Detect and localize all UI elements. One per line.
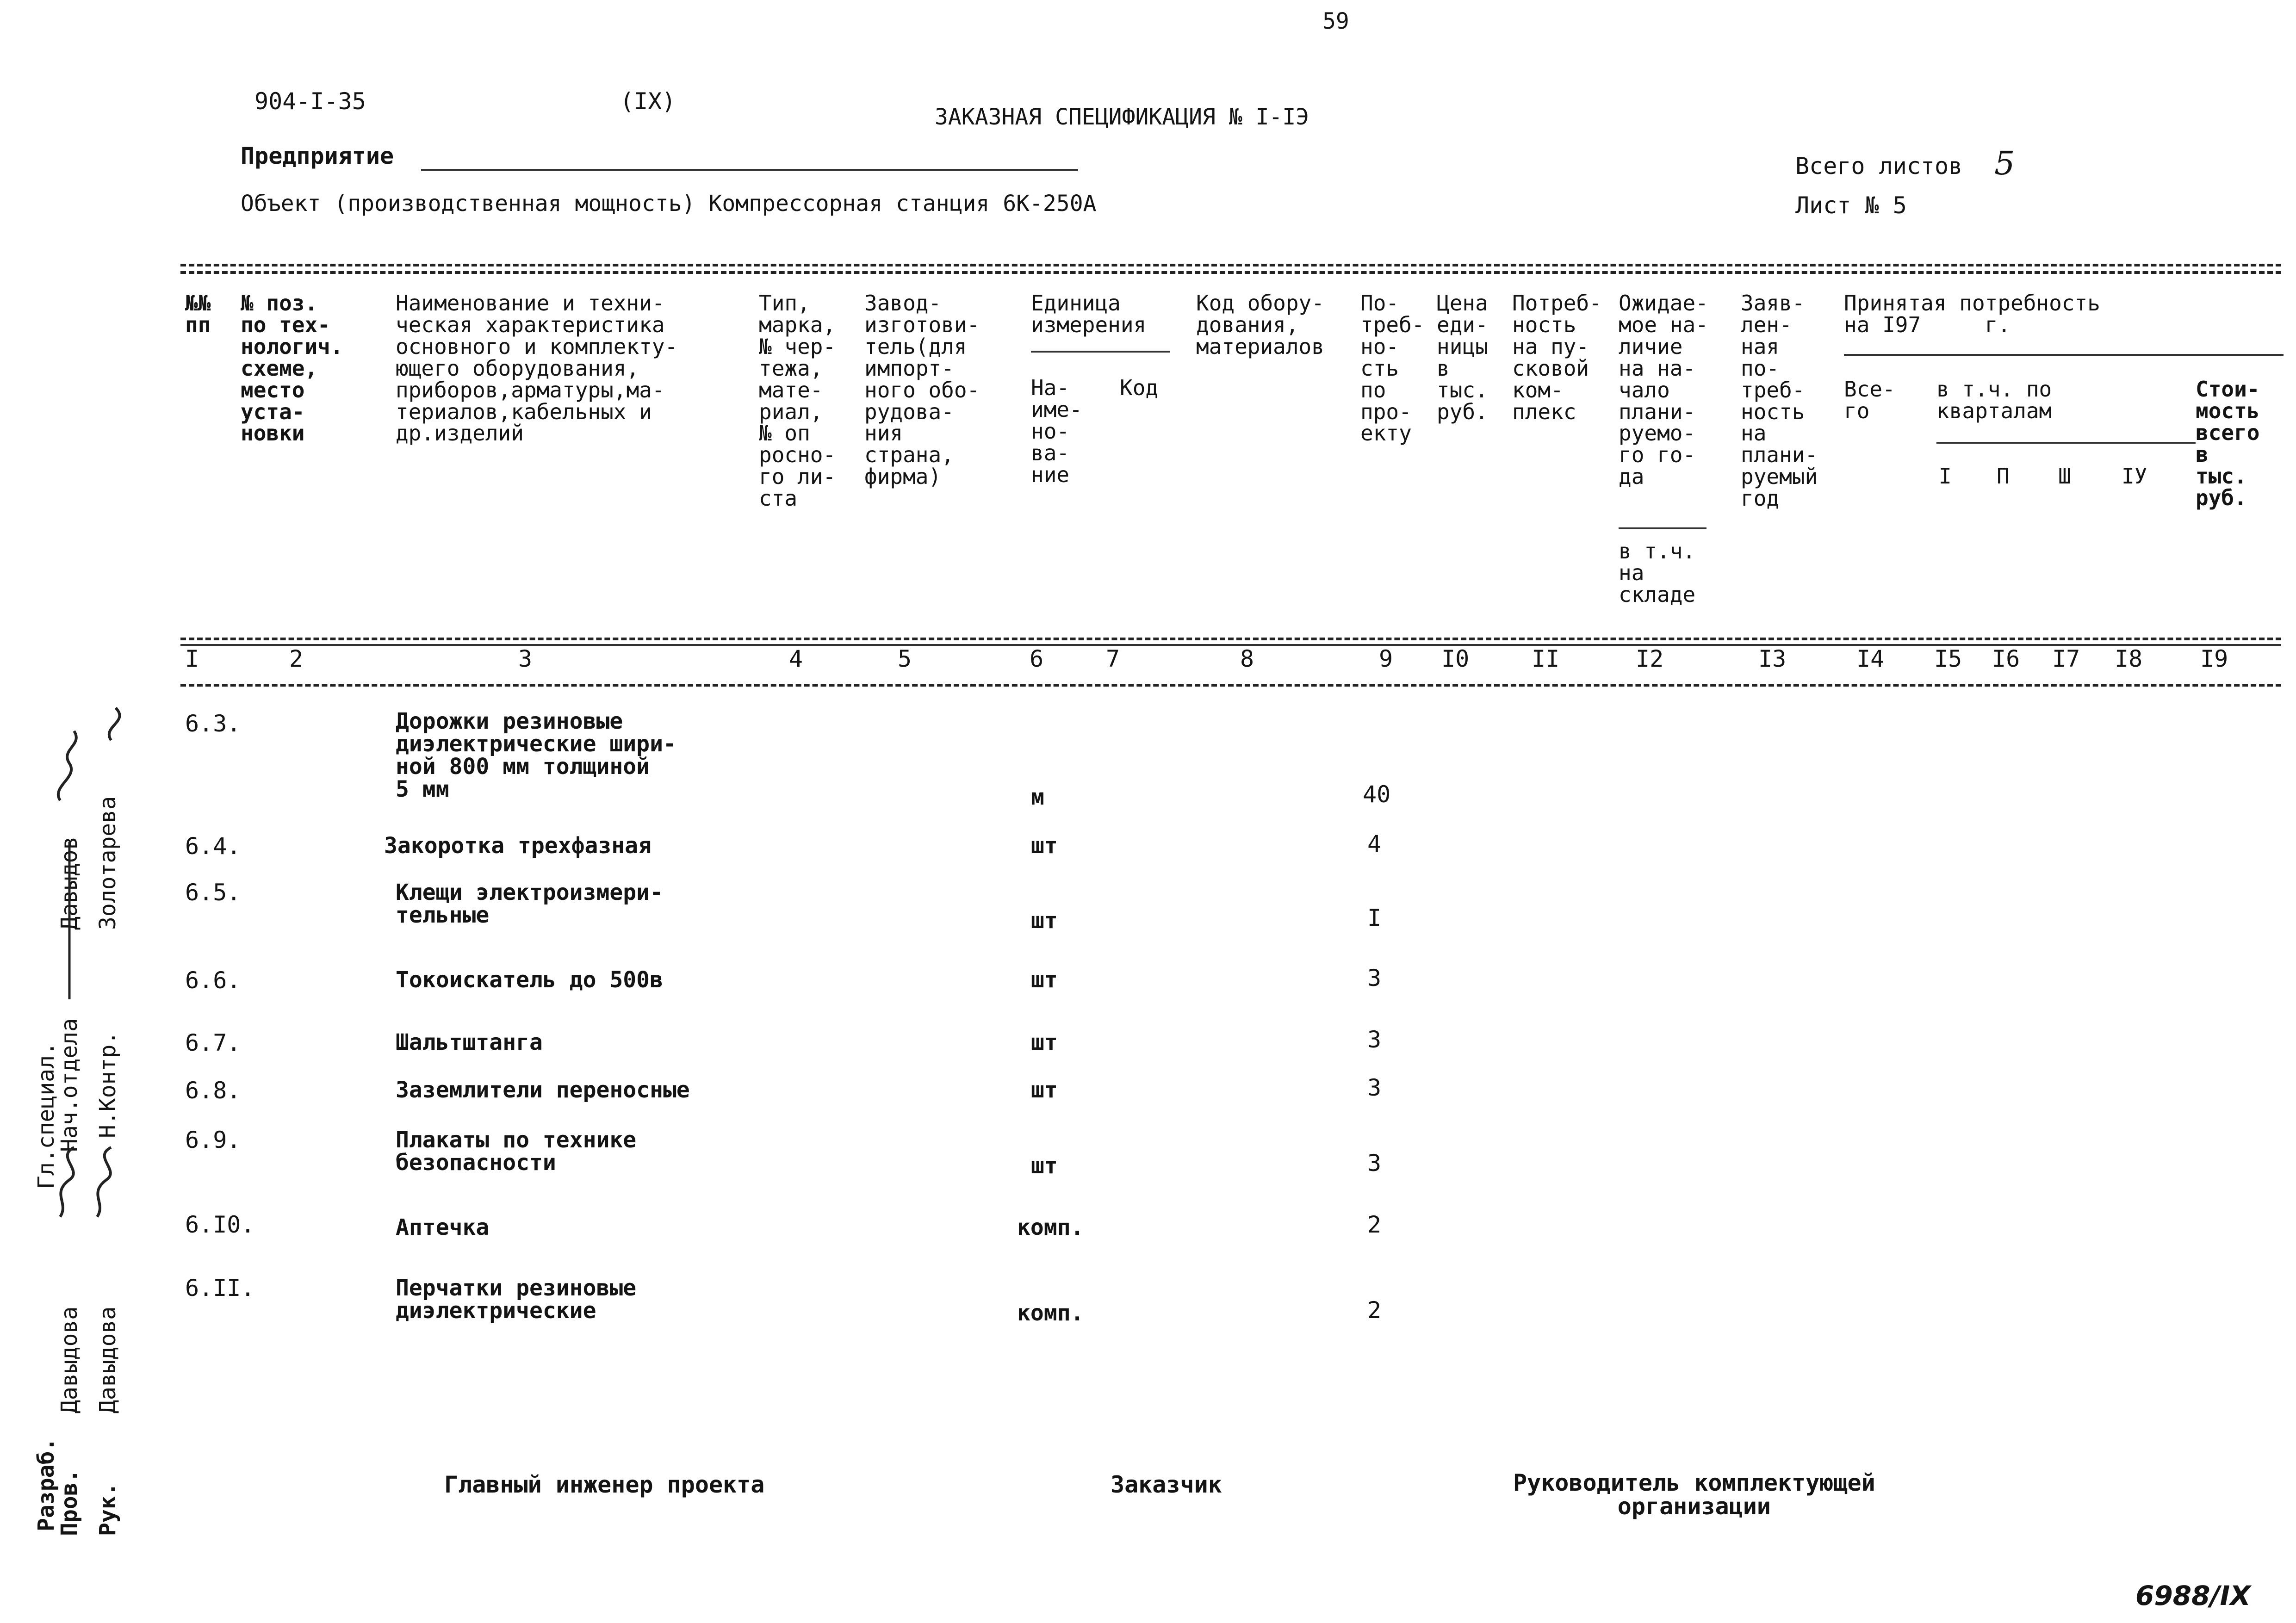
footer-customer: Заказчик [1111, 1471, 1222, 1498]
object-line: Объект (производственная мощность) Компрессорная станция 6К-250А [241, 191, 1097, 217]
header-unit-divider [1031, 351, 1170, 353]
col-number-1: I [185, 645, 199, 672]
header-expected: Ожидае- мое на- личие на на- чало плани- руемо- го го- да [1619, 291, 1708, 489]
row-unit: шт [1031, 833, 1058, 859]
header-price: Цена еди- ницы в тыс. руб. [1437, 291, 1488, 424]
document-code: 904-I-35 [254, 88, 366, 115]
header-name: Наименование и техни- ческая характеристика основного и комплекту- ющего оборудования, приборов,арматуры,ма- териалов,кабельных и др.изделий [396, 291, 678, 446]
col-number-8: 8 [1240, 645, 1254, 672]
header-quarters: в т.ч. по кварталам [1936, 377, 2052, 423]
total-sheets-label: Всего листов [1795, 153, 1963, 180]
header-quarter-1: I [1939, 464, 1952, 489]
header-bottom-border [180, 638, 2281, 640]
row-quantity: 3 [1367, 1150, 1382, 1177]
col-number-19: I9 [2200, 645, 2228, 672]
side-stamp-name-2: Давыдов [56, 836, 82, 930]
sheet-number: Лист № 5 [1795, 192, 1907, 219]
header-unit-code: Код [1120, 375, 1159, 400]
row-unit: шт [1031, 1077, 1058, 1103]
header-quarters-divider [1936, 442, 2196, 444]
row-quantity: 3 [1367, 1074, 1382, 1101]
row-number: 6.3. [185, 710, 241, 737]
footer-supplier-head: Руководитель комплектующей организации [1513, 1469, 1875, 1520]
row-unit: комп. [1017, 1300, 1084, 1326]
row-unit: комп. [1017, 1214, 1084, 1240]
side-stamp-role-dev: Разраб. [33, 1437, 59, 1531]
row-number: 6.5. [185, 879, 241, 906]
header-position: № поз. по тех- нологич. схеме, место уста- новки [241, 291, 343, 446]
header-unit: Единица измерения [1031, 291, 1147, 337]
table-top-border-2 [180, 271, 2281, 274]
col-number-5: 5 [898, 645, 912, 672]
handwritten-signatures [42, 694, 134, 1295]
row-number: 6.I0. [185, 1211, 255, 1238]
col-number-2: 2 [289, 645, 304, 672]
row-name: Плакаты по технике безопасности [396, 1127, 637, 1176]
row-number: 6.6. [185, 967, 241, 994]
row-name: Перчатки резиновые диэлектрические [396, 1275, 637, 1324]
row-quantity: 2 [1367, 1297, 1382, 1324]
total-sheets-value: 5 [1994, 144, 2015, 182]
col-number-14: I4 [1856, 645, 1885, 672]
col-numbers-bottom-border [180, 684, 2281, 687]
row-quantity: 3 [1367, 965, 1382, 991]
col-number-6: 6 [1030, 645, 1044, 672]
header-accepted: Принятая потребность на I97 г. [1844, 291, 2100, 337]
row-number: 6.8. [185, 1077, 241, 1104]
row-number: 6.9. [185, 1127, 241, 1153]
footer-chief-engineer: Главный инженер проекта [444, 1471, 765, 1498]
row-name: Заземлители переносные [396, 1077, 690, 1103]
side-stamp-norm-control: Н.Контр. [95, 1031, 121, 1138]
row-name: Закоротка трехфазная [384, 833, 652, 859]
enterprise-label: Предприятие [241, 142, 394, 169]
col-number-3: 3 [518, 645, 533, 672]
side-stamp-role-head: Рук. [95, 1482, 121, 1536]
row-name: Шальтштанга [396, 1029, 543, 1055]
col-number-11: II [1532, 645, 1560, 672]
side-stamp-name-1: Давыдова [56, 1306, 82, 1413]
header-accepted-divider [1844, 354, 2284, 356]
row-quantity: 3 [1367, 1026, 1382, 1053]
archive-code: 6988/IX [2135, 1580, 2251, 1611]
col-number-9: 9 [1379, 645, 1393, 672]
row-unit: шт [1031, 1153, 1058, 1179]
side-stamp-department-head: Нач.отдела [56, 1018, 82, 1152]
row-unit: шт [1031, 967, 1058, 993]
header-declared: Заяв- лен- ная по- треб- ность на плани- руемый год [1741, 291, 1818, 511]
header-type: Тип, марка, № чер- тежа, мате- риал, № оп росно- го ли- ста [759, 291, 836, 511]
side-stamp-chief-specialist: Гл.специал. [33, 1042, 59, 1189]
header-unit-name: На- име- но- ва- ние [1031, 375, 1082, 487]
header-total: Все- го [1844, 377, 1895, 423]
row-number: 6.7. [185, 1029, 241, 1056]
row-unit: м [1031, 784, 1044, 810]
col-number-13: I3 [1758, 645, 1787, 672]
col-number-4: 4 [789, 645, 803, 672]
row-number: 6.II. [185, 1275, 255, 1301]
col-number-7: 7 [1106, 645, 1120, 672]
header-in-stock: в т.ч. на складе [1619, 539, 1696, 607]
header-startup-need: Потреб- ность на пу- сковой ком- плекс [1512, 291, 1602, 424]
side-stamp-name-4: Золотарева [95, 796, 121, 930]
side-stamp-name-3: Давыдова [95, 1306, 121, 1413]
col-number-17: I7 [2052, 645, 2080, 672]
col-number-16: I6 [1992, 645, 2020, 672]
row-name: Клещи электроизмери- тельные [396, 880, 663, 928]
row-unit: шт [1031, 908, 1058, 934]
header-bottom-border-2 [180, 644, 2281, 646]
col-number-18: I8 [2115, 645, 2143, 672]
header-manufacturer: Завод- изготови- тель(для импорт- ного обо- рудова- ния страна, фирма) [864, 291, 980, 489]
header-quarter-3: Ш [2058, 464, 2071, 489]
header-equipment-code: Код обору- дования, материалов [1196, 291, 1324, 359]
header-expected-divider [1619, 527, 1706, 529]
row-number: 6.4. [185, 833, 241, 860]
row-quantity: 40 [1363, 781, 1391, 808]
col-number-12: I2 [1636, 645, 1664, 672]
header-quarter-2: П [1997, 464, 2010, 489]
row-unit: шт [1031, 1029, 1058, 1055]
section-number: (IX) [620, 88, 676, 115]
header-row-number: №№ пп [185, 291, 211, 337]
col-number-10: I0 [1441, 645, 1470, 672]
side-stamp-role-check: Пров. [56, 1469, 82, 1536]
row-quantity: I [1367, 904, 1382, 931]
header-quarter-4: IУ [2122, 464, 2147, 489]
document-title: ЗАКАЗНАЯ СПЕЦИФИКАЦИЯ № I-IЭ [935, 104, 1309, 130]
row-name: Аптечка [396, 1214, 490, 1240]
header-cost: Стои- мость всего в тыс. руб. [2196, 377, 2260, 510]
row-name: Токоискатель до 500в [396, 967, 663, 993]
table-top-border [180, 264, 2281, 266]
col-number-15: I5 [1934, 645, 1962, 672]
row-quantity: 2 [1367, 1211, 1382, 1238]
row-name: Дорожки резиновые диэлектрические шири- ной 800 мм толщиной 5 мм [396, 708, 676, 802]
page-number: 59 [1322, 8, 1349, 34]
enterprise-underline [421, 169, 1078, 171]
row-quantity: 4 [1367, 830, 1382, 857]
header-need: По- треб- но- сть по про- екту [1360, 291, 1425, 446]
